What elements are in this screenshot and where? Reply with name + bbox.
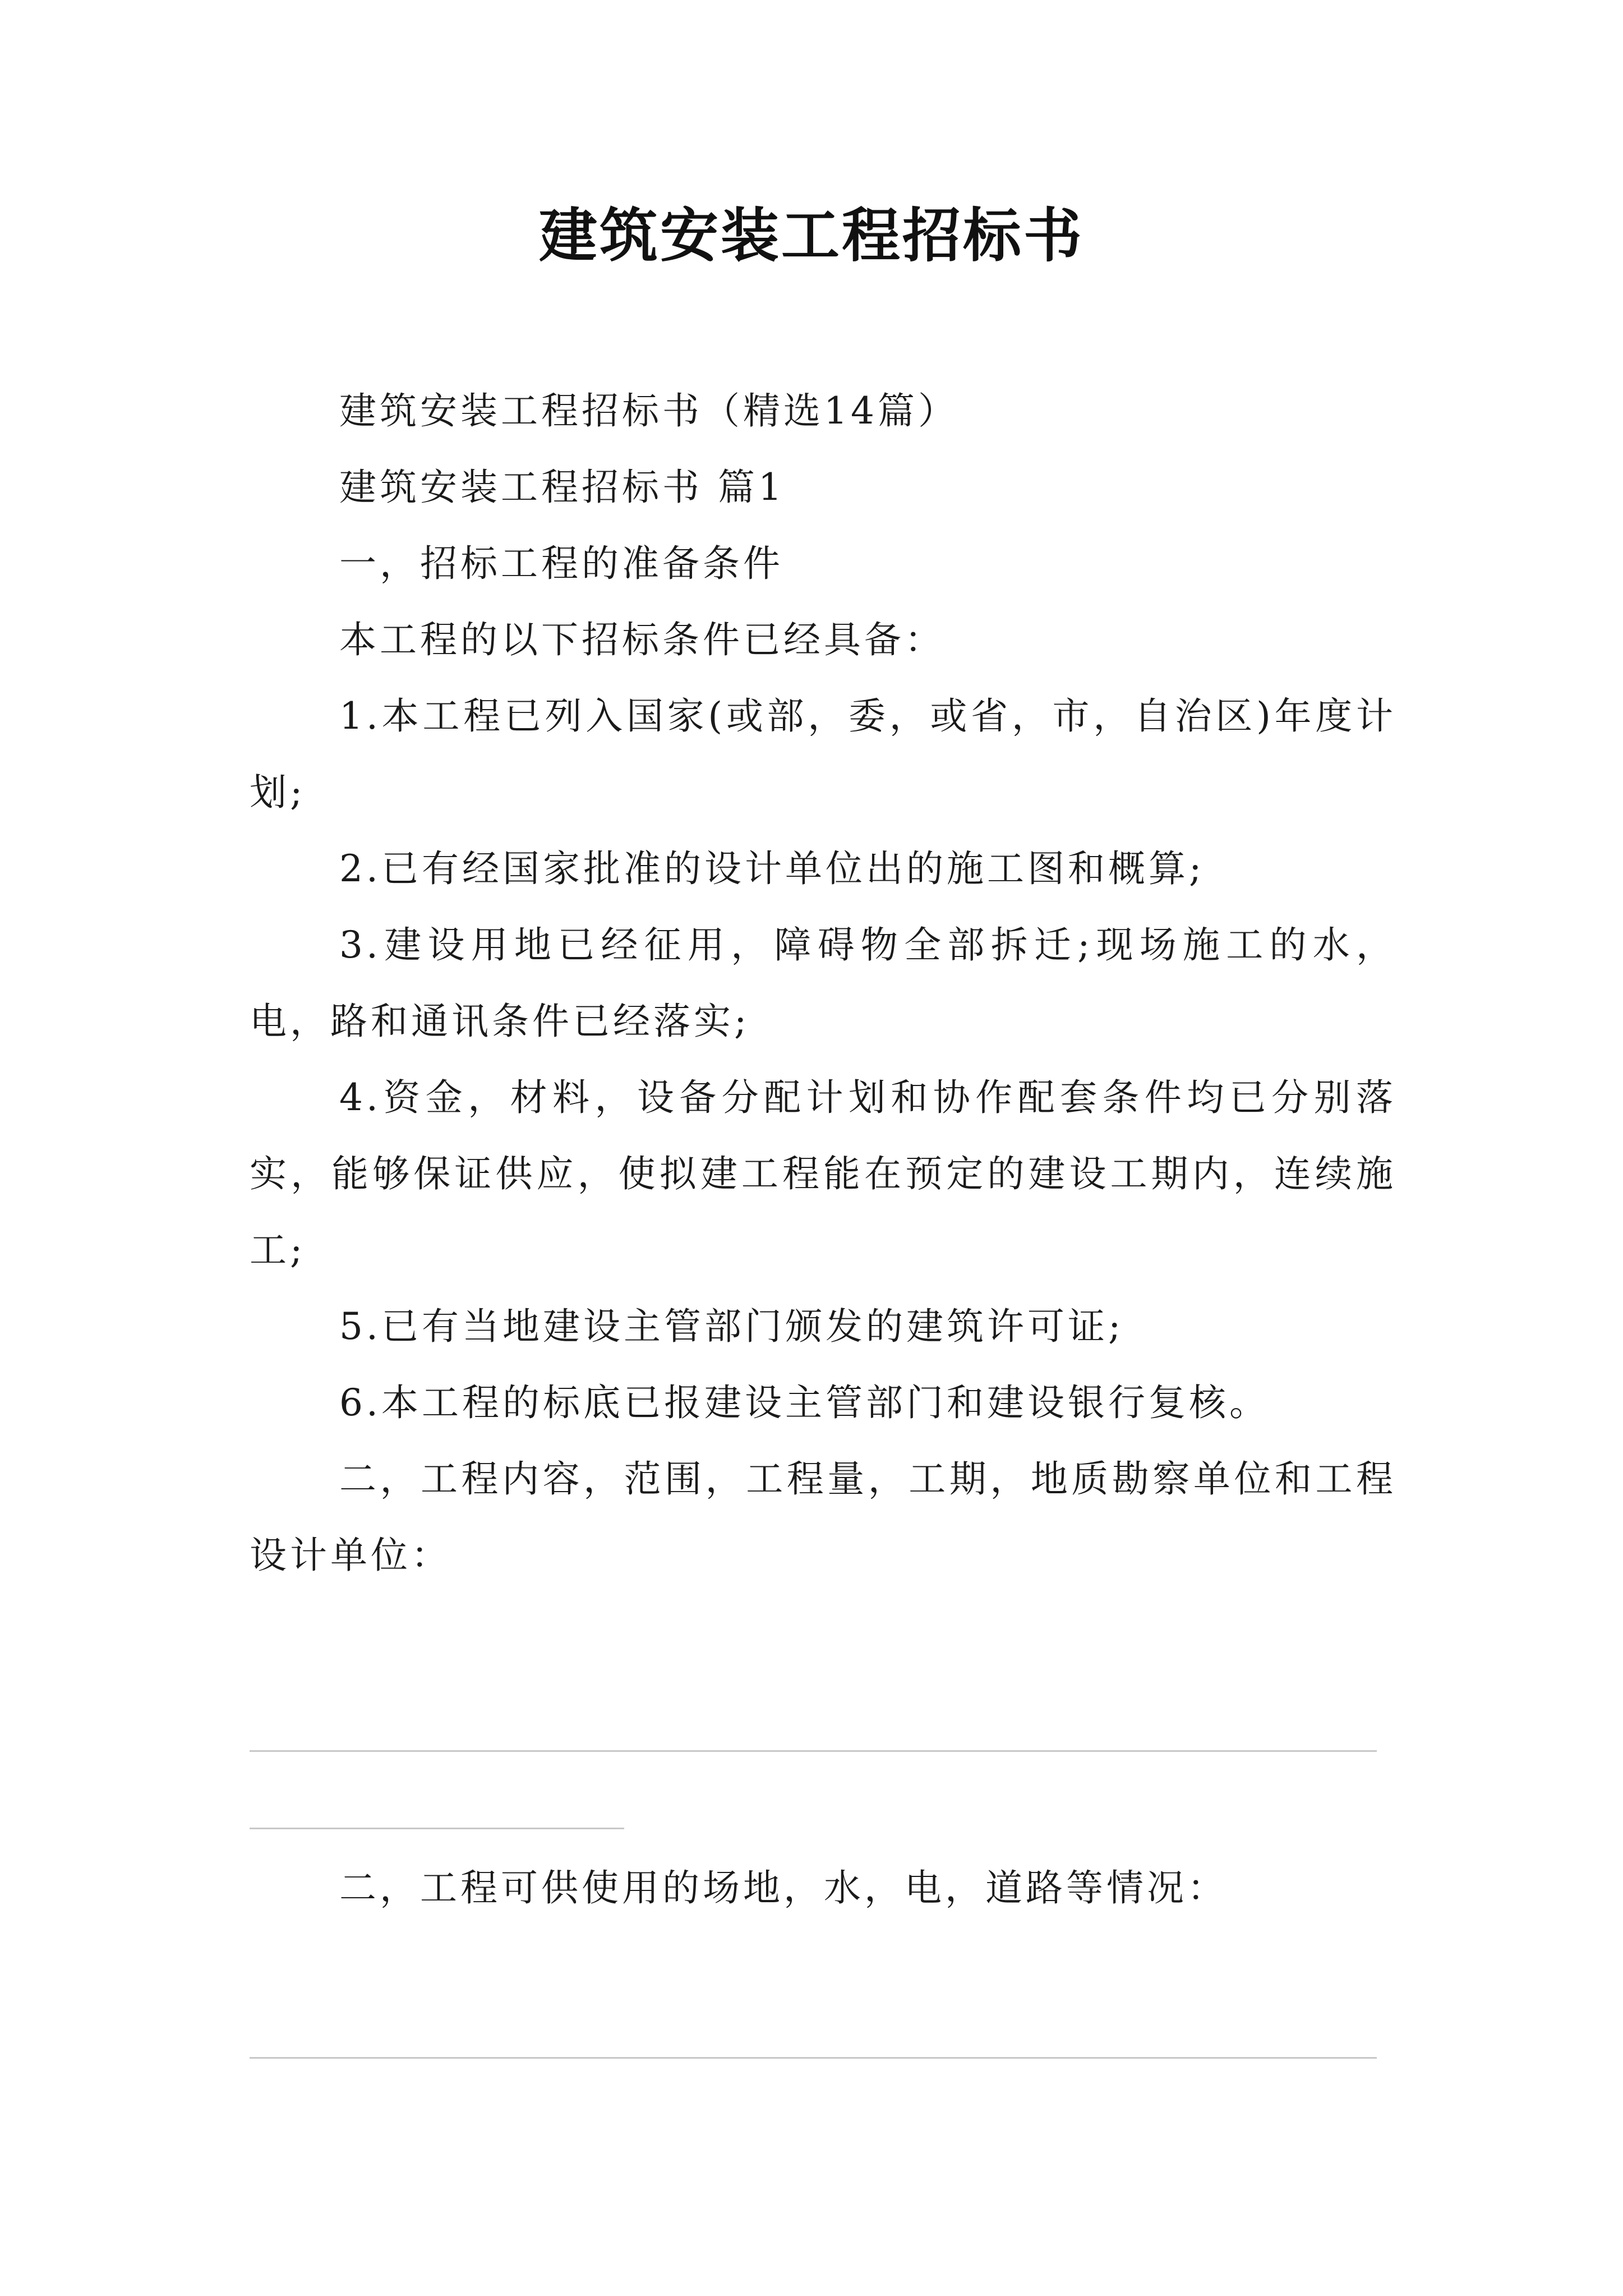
blank-fill-line-short [250, 1828, 624, 1829]
paragraph-section-2-heading: 二，工程内容，范围，工程量，工期，地质勘察单位和工程设计单位： [250, 1457, 1396, 1577]
paragraph-condition-1: 1.本工程已列入国家(或部，委，或省，市，自治区)年度计划; [250, 694, 1396, 814]
paragraph-subtitle: 建筑安装工程招标书（精选14篇） [339, 389, 958, 432]
paragraph-condition-5: 5.已有当地建设主管部门颁发的建筑许可证; [339, 1305, 1124, 1348]
document-body-continued [250, 1850, 1396, 1926]
paragraph-condition-2: 2.已有经国家批准的设计单位出的施工图和概算; [339, 847, 1205, 890]
blank-fill-line [250, 2057, 1377, 2059]
paragraph-site-conditions-heading: 二，工程可供使用的场地，水，电，道路等情况： [339, 1866, 1228, 1910]
paragraph-condition-4: 4.资金，材料，设备分配计划和协作配套条件均已分别落实，能够保证供应，使拟建工程能在预定的建设工期内，连续施工; [250, 1076, 1396, 1272]
paragraph-section-1-heading: 一，招标工程的准备条件 [339, 542, 783, 585]
paragraph-conditions-intro: 本工程的以下招标条件已经具备： [339, 618, 945, 661]
blank-fill-line [250, 1750, 1377, 1752]
paragraph-condition-3: 3.建设用地已经征用，障碍物全部拆迁;现场施工的水，电，路和通讯条件已经落实; [250, 923, 1396, 1043]
document-title: 建筑安装工程招标书 [538, 201, 1084, 270]
paragraph-condition-6: 6.本工程的标底已报建设主管部门和建设银行复核。 [339, 1381, 1270, 1424]
paragraph-article-heading: 建筑安装工程招标书 篇1 [339, 466, 785, 509]
document-body [250, 373, 1396, 1594]
